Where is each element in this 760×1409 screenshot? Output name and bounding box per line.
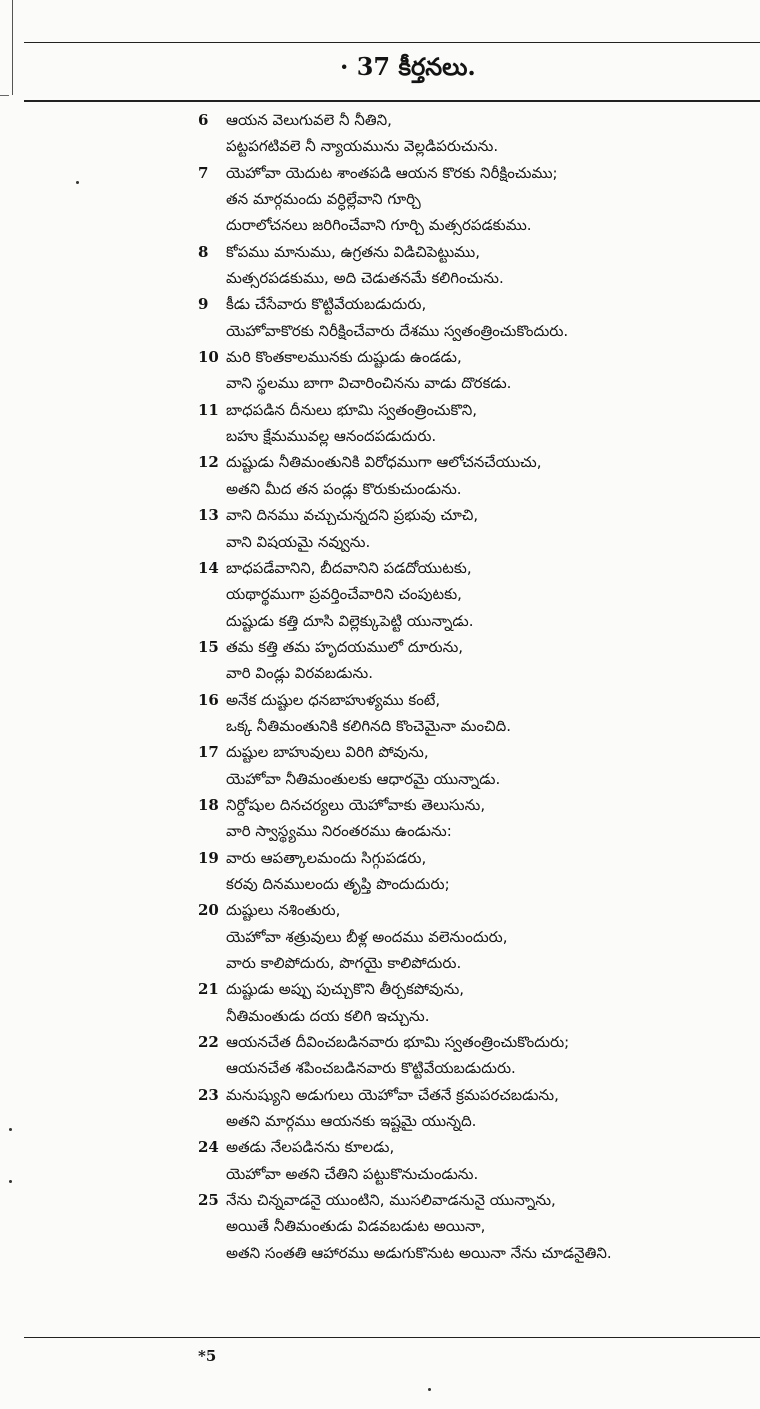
verse-number: 17 <box>198 743 219 762</box>
verse-number: 22 <box>198 1033 219 1052</box>
verse-number: 18 <box>198 795 219 814</box>
verse-number: 21 <box>198 980 219 999</box>
verse-text: ఆయన వెలుగువలె నీ నీతిని, <box>226 111 392 129</box>
verse-text: పట్టపగటివలె నీ న్యాయమును వెల్లడిపరుచును. <box>226 137 499 156</box>
bottom-rule <box>24 1337 760 1338</box>
verse-continuation-line <box>0 423 760 449</box>
verse-continuation-line <box>0 713 760 739</box>
verse-number: 7 <box>198 163 209 182</box>
verse-text: యెహోవాకొరకు నిరీక్షించేవారు దేశము స్వతంత్రించుకొందురు. <box>226 321 569 340</box>
verse-text: బహు క్షేమమువల్ల ఆనందపడుదురు. <box>226 427 437 446</box>
verse-continuation-line <box>0 1240 760 1266</box>
verse-line <box>0 291 760 317</box>
speck-mark <box>9 1128 12 1131</box>
verse-line <box>0 687 760 713</box>
verse-number: 9 <box>198 295 209 314</box>
verse-text: అతని మీద తన పండ్లు కొరుకుచుండును. <box>226 479 462 498</box>
verse-continuation-line <box>0 133 760 159</box>
verse-line <box>0 107 760 133</box>
verse-text: యథార్థముగా ప్రవర్తించేవారిని చంపుటకు, <box>226 585 462 604</box>
verse-number: 8 <box>198 242 209 261</box>
verse-line <box>0 555 760 581</box>
verse-text: మనుష్యుని అడుగులు యెహోవా చేతనే క్రమపరచబడును, <box>226 1085 559 1104</box>
verse-continuation-line <box>0 1161 760 1187</box>
verse-text: కీడు చేసేవారు కొట్టివేయబడుదురు, <box>226 295 427 314</box>
verse-text: దుష్టులు నశింతురు, <box>226 901 341 920</box>
verse-text: దుష్టుడు కత్తి దూసి విల్లెక్కుపెట్టి యున్నాడు. <box>226 611 474 630</box>
verse-continuation-line <box>0 1055 760 1081</box>
verse-text: దుష్టుల బాహువులు విరిగి పోవును, <box>226 743 429 762</box>
verse-number: 13 <box>198 506 219 525</box>
verse-line <box>0 449 760 475</box>
verse-text: దురాలోచనలు జరిగించేవాని గూర్చి మత్సరపడకుము. <box>226 216 532 235</box>
verse-line <box>0 239 760 265</box>
verse-continuation-line <box>0 1108 760 1134</box>
verse-text: మత్సరపడకుము, అది చెడుతనమే కలిగించును. <box>226 269 504 288</box>
verse-line <box>0 1029 760 1055</box>
speck-mark <box>9 1180 12 1183</box>
verse-number: 16 <box>198 690 219 709</box>
verse-continuation-line <box>0 608 760 634</box>
verse-line <box>0 845 760 871</box>
verse-text: అనేక దుష్టుల ధనబాహుళ్యము కంటే, <box>226 690 441 709</box>
verse-text: అతని సంతతి ఆహారము అడుగుకొనుట అయినా నేను చూడనైతిని. <box>226 1243 612 1262</box>
verse-text: అతని మార్గము ఆయనకు ఇష్టమై యున్నది. <box>226 1112 477 1131</box>
verse-text: అతడు నేలపడినను కూలడు, <box>226 1138 395 1157</box>
verse-line <box>0 344 760 370</box>
verse-text: యెహోవా నీతిమంతులకు ఆధారమై యున్నాడు. <box>226 769 501 788</box>
verse-text: వారు ఆపత్కాలమందు సిగ్గుపడరు, <box>226 848 427 867</box>
verse-text: వాని విషయమై నవ్వును. <box>226 532 371 551</box>
verse-line <box>0 739 760 765</box>
verse-text: కరవు దినములందు తృప్తి పొందుదురు; <box>226 874 450 893</box>
verse-continuation-line <box>0 660 760 686</box>
verse-text: వారి స్వాస్థ్యము నిరంతరము ఉండును: <box>226 822 452 841</box>
verse-continuation-line <box>0 950 760 976</box>
verse-continuation-line <box>0 581 760 607</box>
verse-number: 19 <box>198 848 219 867</box>
verse-number: 12 <box>198 453 219 472</box>
verse-continuation-line <box>0 1003 760 1029</box>
verse-number: 10 <box>198 348 219 367</box>
verse-line <box>0 1082 760 1108</box>
page-edge-tick <box>0 95 9 96</box>
verse-number: 11 <box>198 400 219 419</box>
top-rule <box>24 42 760 43</box>
verse-text: తమ కత్తి తమ హృదయములో దూరును, <box>226 637 464 656</box>
verse-continuation-line <box>0 924 760 950</box>
verse-number: 14 <box>198 558 219 577</box>
speck-mark <box>428 1388 431 1391</box>
verse-text: నేను చిన్నవాడనై యుంటిని, ముసలివాడనునై యున్నాను, <box>226 1191 556 1210</box>
verse-line <box>0 1134 760 1160</box>
verse-continuation-line <box>0 212 760 238</box>
verse-text: నిర్దోషుల దినచర్యలు యెహోవాకు తెలుసును, <box>226 795 486 814</box>
verse-continuation-line <box>0 265 760 291</box>
header-rule <box>24 100 760 102</box>
verse-number: 23 <box>198 1085 219 1104</box>
verse-list <box>0 107 760 1266</box>
verse-continuation-line <box>0 370 760 396</box>
verse-text: అయితే నీతిమంతుడు విడవబడుట అయినా, <box>226 1217 486 1236</box>
verse-number: 24 <box>198 1138 219 1157</box>
verse-continuation-line <box>0 529 760 555</box>
verse-text: దుష్టుడు నీతిమంతునికి విరోధముగా ఆలోచనచేయుచు, <box>226 453 542 472</box>
verse-line <box>0 634 760 660</box>
verse-text: ఆయనచేత శపించబడినవారు కొట్టివేయబడుదురు. <box>226 1059 516 1078</box>
verse-continuation-line <box>0 818 760 844</box>
verse-continuation-line <box>0 318 760 344</box>
verse-number: 15 <box>198 637 219 656</box>
verse-text: ఆయనచేత దీవించబడినవారు భూమి స్వతంత్రించుకొందురు; <box>226 1033 570 1052</box>
verse-text: బాధపడేవానిని, బీదవానిని పడదోయుటకు, <box>226 558 472 577</box>
verse-text: ఒక్క నీతిమంతునికి కలిగినది కొంచెమైనా మంచిది. <box>226 716 511 735</box>
verse-line <box>0 897 760 923</box>
verse-line <box>0 1187 760 1213</box>
verse-text: మరి కొంతకాలమునకు దుష్టుడు ఉండడు, <box>226 348 462 367</box>
verse-continuation-line <box>0 766 760 792</box>
verse-line <box>0 502 760 528</box>
verse-number: 20 <box>198 901 219 920</box>
verse-text: యెహోవా శత్రువులు బీళ్ల అందము వలెనుందురు, <box>226 927 508 946</box>
verse-text: వాని స్థలము బాగా విచారించినను వాడు దొరకడు. <box>226 374 512 393</box>
verse-text: బాధపడిన దీనులు భూమి స్వతంత్రించుకొని, <box>226 400 478 419</box>
footer-signature: *5 <box>198 1347 217 1365</box>
verse-text: యెహోవా అతని చేతిని పట్టుకొనుచుండును. <box>226 1164 479 1183</box>
verse-number: 6 <box>198 111 209 129</box>
verse-text: యెహోవా యెదుట శాంతపడి ఆయన కొరకు నిరీక్షించుము; <box>226 163 558 182</box>
verse-continuation-line <box>0 1213 760 1239</box>
verse-line <box>0 792 760 818</box>
speck-mark <box>76 181 79 184</box>
verse-line <box>0 976 760 1002</box>
page-header: · 37 కీర్తనలు. <box>340 52 476 81</box>
verse-line <box>0 397 760 423</box>
verse-text: కోపము మానుము, ఉగ్రతను విడిచిపెట్టుము, <box>226 242 481 261</box>
verse-number: 25 <box>198 1191 219 1210</box>
verse-text: వారు కాలిపోదురు, పొగయై కాలిపోదురు. <box>226 954 462 972</box>
verse-continuation-line <box>0 871 760 897</box>
verse-continuation-line <box>0 476 760 502</box>
verse-text: దుష్టుడు అప్పు పుచ్చుకొని తీర్చకపోవును, <box>226 980 465 999</box>
verse-text: తన మార్గమందు వర్ధిల్లేవాని గూర్చి <box>226 190 421 209</box>
verse-line <box>0 160 760 186</box>
verse-text: నీతిమంతుడు దయ కలిగి ఇచ్చును. <box>226 1006 430 1025</box>
verse-continuation-line <box>0 186 760 212</box>
page-edge-mark <box>12 0 13 95</box>
verse-text: వారి విండ్లు విరవబడును. <box>226 664 373 683</box>
verse-text: వాని దినము వచ్చుచున్నదని ప్రభువు చూచి, <box>226 506 479 525</box>
